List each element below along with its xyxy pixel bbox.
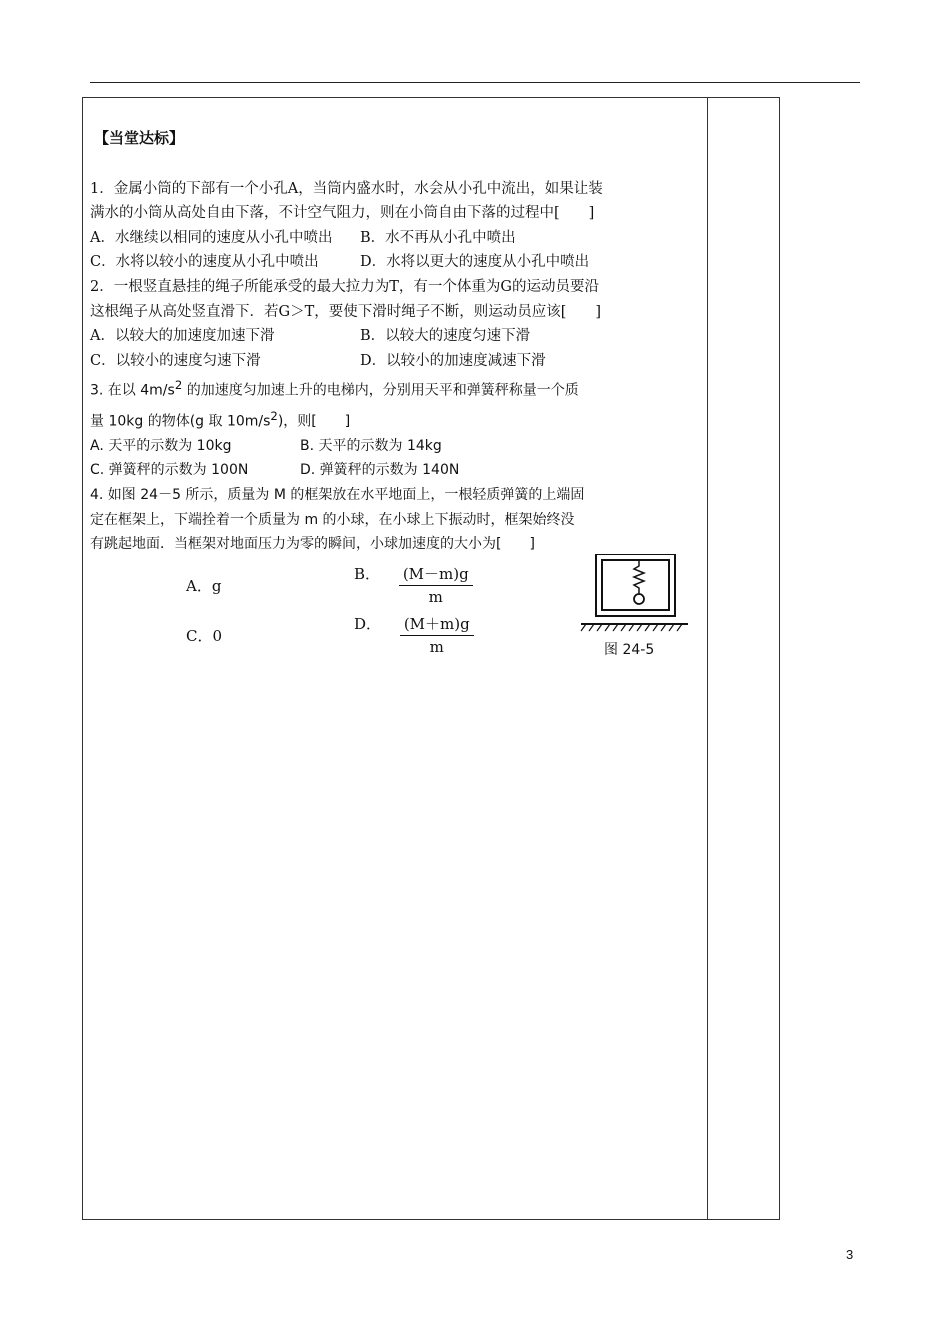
q4-line-3: 有跳起地面．当框架对地面压力为零的瞬间，小球加速度的大小为[ ] <box>90 536 535 553</box>
q1-option-a: A．水继续以相同的速度从小孔中喷出 <box>90 229 333 246</box>
fraction-d: $\frac{(M+m)g}{m}$ <box>400 614 474 657</box>
q4-line-2: 定在框架上，下端拴着一个质量为 m 的小球，在小球上下振动时，框架始终没 <box>90 511 575 528</box>
q4-option-a: A．g <box>186 576 222 595</box>
q4-line-1: 4. 如图 24－5 所示，质量为 M 的框架放在水平地面上，一根轻质弹簧的上端固 <box>90 487 585 504</box>
q1-option-c: C．水将以较小的速度从小孔中喷出 <box>90 254 319 271</box>
q2-option-a: A．以较大的加速度加速下滑 <box>90 328 275 345</box>
q2-line-1: 2．一根竖直悬挂的绳子所能承受的最大拉力为T，有一个体重为G的运动员要沿 <box>90 278 599 295</box>
q4-option-d: D． $\frac{(M+m)g}{m}$ <box>354 613 474 657</box>
q1-option-d: D．水将以更大的速度从小孔中喷出 <box>360 254 590 271</box>
question-4 <box>90 483 675 557</box>
q4-option-c: C．0 <box>186 626 223 645</box>
column-divider <box>707 97 708 1220</box>
q2-option-b: B．以较大的速度匀速下滑 <box>360 328 531 345</box>
q4-answer-options <box>186 560 486 660</box>
q3-option-a: A. 天平的示数为 10kg <box>90 437 232 454</box>
q3-option-d: D. 弹簧秤的示数为 140N <box>300 462 460 479</box>
q3-line-1: 3. 在以 $4m/s^2$ 的加速度匀加速上升的电梯内，分别用天平和弹簧秤称量一个质 <box>90 378 579 399</box>
q2-option-d: D．以较小的加速度减速下滑 <box>360 352 546 369</box>
q1-line-1: 1．金属小筒的下部有一个小孔A，当筒内盛水时，水会从小孔中流出，如果让装 <box>90 180 603 197</box>
figure-caption: 图 24-5 <box>604 642 655 658</box>
q3-line-2: 量 10kg 的物体(g 取 $10m/s^2$)，则[ ] <box>90 408 351 430</box>
section-title: 【当堂达标】 <box>94 129 185 147</box>
content-cell <box>90 122 675 557</box>
q1-line-2: 满水的小筒从高处自由下落，不计空气阻力，则在小筒自由下落的过程中[ ] <box>90 205 595 222</box>
q3-option-c: C. 弹簧秤的示数为 100N <box>90 462 249 479</box>
q3-option-b: B. 天平的示数为 14kg <box>300 437 442 454</box>
page-number: 3 <box>846 1247 854 1262</box>
q2-line-2: 这根绳子从高处竖直滑下．若G＞T，要使下滑时绳子不断，则运动员应该[ ] <box>90 303 602 320</box>
fraction-b: $\frac{(M-m)g}{m}$ <box>399 564 473 607</box>
question-2 <box>90 275 675 373</box>
q4-option-b: B． $\frac{(M-m)g}{m}$ <box>354 563 473 607</box>
question-3 <box>90 373 675 483</box>
header-rule <box>90 82 860 83</box>
q2-option-c: C．以较小的速度匀速下滑 <box>90 352 261 369</box>
q1-option-b: B．水不再从小孔中喷出 <box>360 229 516 246</box>
question-1 <box>90 177 675 275</box>
